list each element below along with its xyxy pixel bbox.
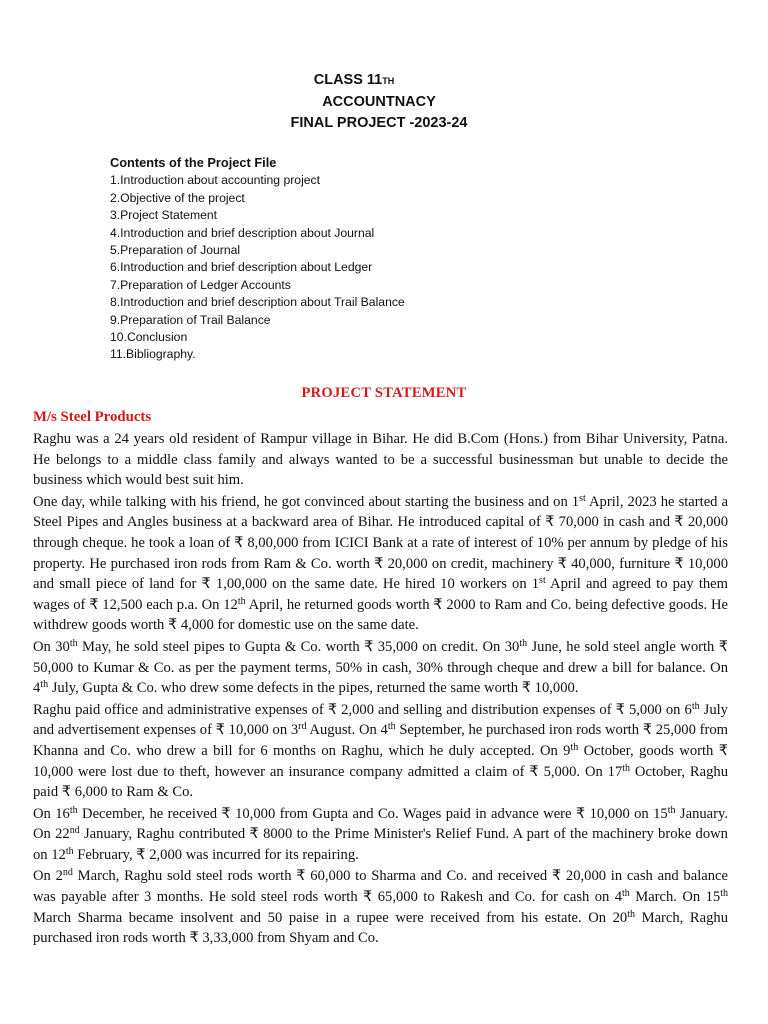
contents-item: 3.Project Statement bbox=[110, 208, 218, 223]
contents-item: 7.Preparation of Ledger Accounts bbox=[110, 277, 291, 292]
ordinal-suffix: nd bbox=[69, 825, 80, 837]
text-run: May, he sold steel pipes to Gupta & Co. worth ₹ 35,000 on credit. On 30 bbox=[77, 638, 520, 655]
contents-item: 5.Preparation of Journal bbox=[110, 243, 241, 258]
paragraph-5 bbox=[33, 804, 728, 866]
ordinal-suffix: th bbox=[69, 804, 78, 816]
contents-item: 1.Introduction about accounting project bbox=[110, 173, 321, 188]
text-run: April and agreed to pay them wages of ₹ 12,500 each p.a. On 12 bbox=[33, 576, 728, 613]
document-title bbox=[0, 70, 768, 134]
paragraph-3 bbox=[33, 637, 728, 699]
text-run: Raghu paid office and administrative expenses of ₹ 2,000 and selling and distribution expenses of ₹ 5,000 on 6 bbox=[33, 701, 692, 718]
ordinal-suffix: nd bbox=[62, 867, 73, 879]
text-run: July and advertisement expenses of ₹ 10,000 on 3 bbox=[33, 701, 728, 739]
contents-item: 9.Preparation of Trail Balance bbox=[110, 312, 271, 327]
paragraph-1: Raghu was a 24 years old resident of Rampur village in Bihar. He did B.Com (Hons.) from Bihar University, Patna. He belongs to a middle class family and always wanted to be a successful businessman but unable to decide the business which would best suit him. bbox=[33, 431, 728, 489]
text-run: March. On 15 bbox=[629, 889, 721, 906]
contents-list bbox=[110, 154, 610, 364]
class-number: CLASS 11 bbox=[313, 72, 383, 88]
text-run: January. On 22 bbox=[33, 805, 728, 843]
contents-item: 11.Bibliography. bbox=[110, 347, 196, 362]
ordinal-suffix: th bbox=[387, 721, 396, 733]
text-run: June, he sold steel angle worth ₹ 50,000 to Kumar & Co. as per the payment terms, 50% in cash, 30% through cheque and drew a bill for balance. On 4 bbox=[33, 638, 729, 697]
class-suffix: TH bbox=[382, 76, 395, 86]
text-run: On 16 bbox=[33, 805, 70, 822]
contents-item: 10.Conclusion bbox=[110, 330, 188, 345]
text-run: April, 2023 he started a Steel Pipes and Angles business at a backward area of Bihar. He introduced capital of ₹ 70,000 in cash and ₹ 20,000 through cheque. he took a loan of ₹ 8,00,000 from ICICI Bank at a rate of interest of 10% per annum by pledge of his property. He purchased iron rods from Ram & Co. worth ₹ 20,000 on credit, machinery ₹ 40,000, furniture ₹ 10,000 and small piece of land for ₹ 1,00,000 on the same date. He hired 10 workers on 1 bbox=[33, 493, 729, 593]
text-run: On 2 bbox=[33, 868, 63, 885]
ordinal-suffix: th bbox=[622, 762, 631, 774]
ordinal-suffix: th bbox=[667, 804, 676, 816]
ordinal-suffix: th bbox=[69, 637, 78, 649]
statement-body bbox=[33, 429, 728, 950]
ordinal-suffix: st bbox=[539, 575, 546, 587]
ordinal-suffix: th bbox=[720, 888, 728, 900]
ordinal-suffix: th bbox=[622, 888, 630, 900]
contents-heading: Contents of the Project File bbox=[110, 155, 277, 170]
text-run: October, Raghu paid ₹ 6,000 to Ram & Co. bbox=[33, 763, 728, 801]
text-run: October, goods worth ₹ 10,000 were lost due to theft, however an insurance company admitted a claim of ₹ 5,000. On 17 bbox=[33, 742, 728, 780]
text-run: April, he returned goods worth ₹ 2000 to Ram and Co. being defective goods. He withdrew goods worth ₹ 4,000 for domestic use on the same date. bbox=[33, 596, 728, 634]
paragraph-6 bbox=[33, 866, 728, 948]
text-run: On 30 bbox=[33, 638, 70, 655]
paragraph-4 bbox=[33, 700, 728, 803]
text-run: March Sharma became insolvent and 50 paise in a rupee were received from his estate. On 20 bbox=[33, 909, 628, 926]
text-run: One day, while talking with his friend, he got convinced about starting the business and on 1 bbox=[33, 493, 580, 510]
ordinal-suffix: rd bbox=[298, 721, 307, 733]
contents-item: 8.Introduction and brief description about Trail Balance bbox=[110, 295, 405, 310]
text-run: December, he received ₹ 10,000 from Gupta and Co. Wages paid in advance were ₹ 10,000 on 15 bbox=[77, 805, 668, 822]
ordinal-suffix: th bbox=[691, 700, 700, 712]
project-heading: FINAL PROJECT -2023-24 bbox=[290, 115, 468, 131]
ordinal-suffix: th bbox=[627, 908, 636, 920]
contents-item: 6.Introduction and brief description about Ledger bbox=[110, 260, 373, 275]
project-statement-heading: PROJECT STATEMENT bbox=[301, 385, 467, 401]
ordinal-suffix: th bbox=[237, 595, 246, 607]
text-run: March, Raghu purchased iron rods worth ₹ 3,33,000 from Shyam and Co. bbox=[33, 909, 728, 947]
contents-item: 4.Introduction and brief description about Journal bbox=[110, 225, 375, 240]
contents-item: 2.Objective of the project bbox=[110, 190, 245, 205]
ordinal-suffix: st bbox=[579, 492, 586, 504]
text-run: January, Raghu contributed ₹ 8000 to the Prime Minister's Relief Fund. A part of the machinery broke down on 12 bbox=[33, 826, 728, 863]
text-run: August. On 4 bbox=[306, 722, 388, 739]
ordinal-suffix: th bbox=[519, 637, 528, 649]
ordinal-suffix: th bbox=[65, 845, 74, 857]
firm-name: M/s Steel Products bbox=[33, 409, 152, 425]
text-run: March, Raghu sold steel rods worth ₹ 60,000 to Sharma and Co. and received ₹ 20,000 in cash and balance was payable after 3 months. He sold steel rods worth ₹ 65,000 to Rakesh and Co. for cash on 4 bbox=[33, 868, 728, 906]
text-run: September, he purchased iron rods worth ₹ 25,000 from Khanna and Co. who drew a bill for 6 months on Raghu, which he duly accepted. On 9 bbox=[33, 722, 728, 759]
class-heading bbox=[0, 70, 768, 92]
text-run: July, Gupta & Co. who drew some defects in the pipes, returned the same worth ₹ 10,000. bbox=[48, 680, 579, 697]
ordinal-suffix: th bbox=[570, 741, 579, 753]
paragraph-2 bbox=[33, 492, 728, 636]
ordinal-suffix: th bbox=[40, 679, 49, 691]
subject-heading: ACCOUNTNACY bbox=[322, 94, 436, 110]
text-run: February, ₹ 2,000 was incurred for its repairing. bbox=[73, 846, 359, 863]
